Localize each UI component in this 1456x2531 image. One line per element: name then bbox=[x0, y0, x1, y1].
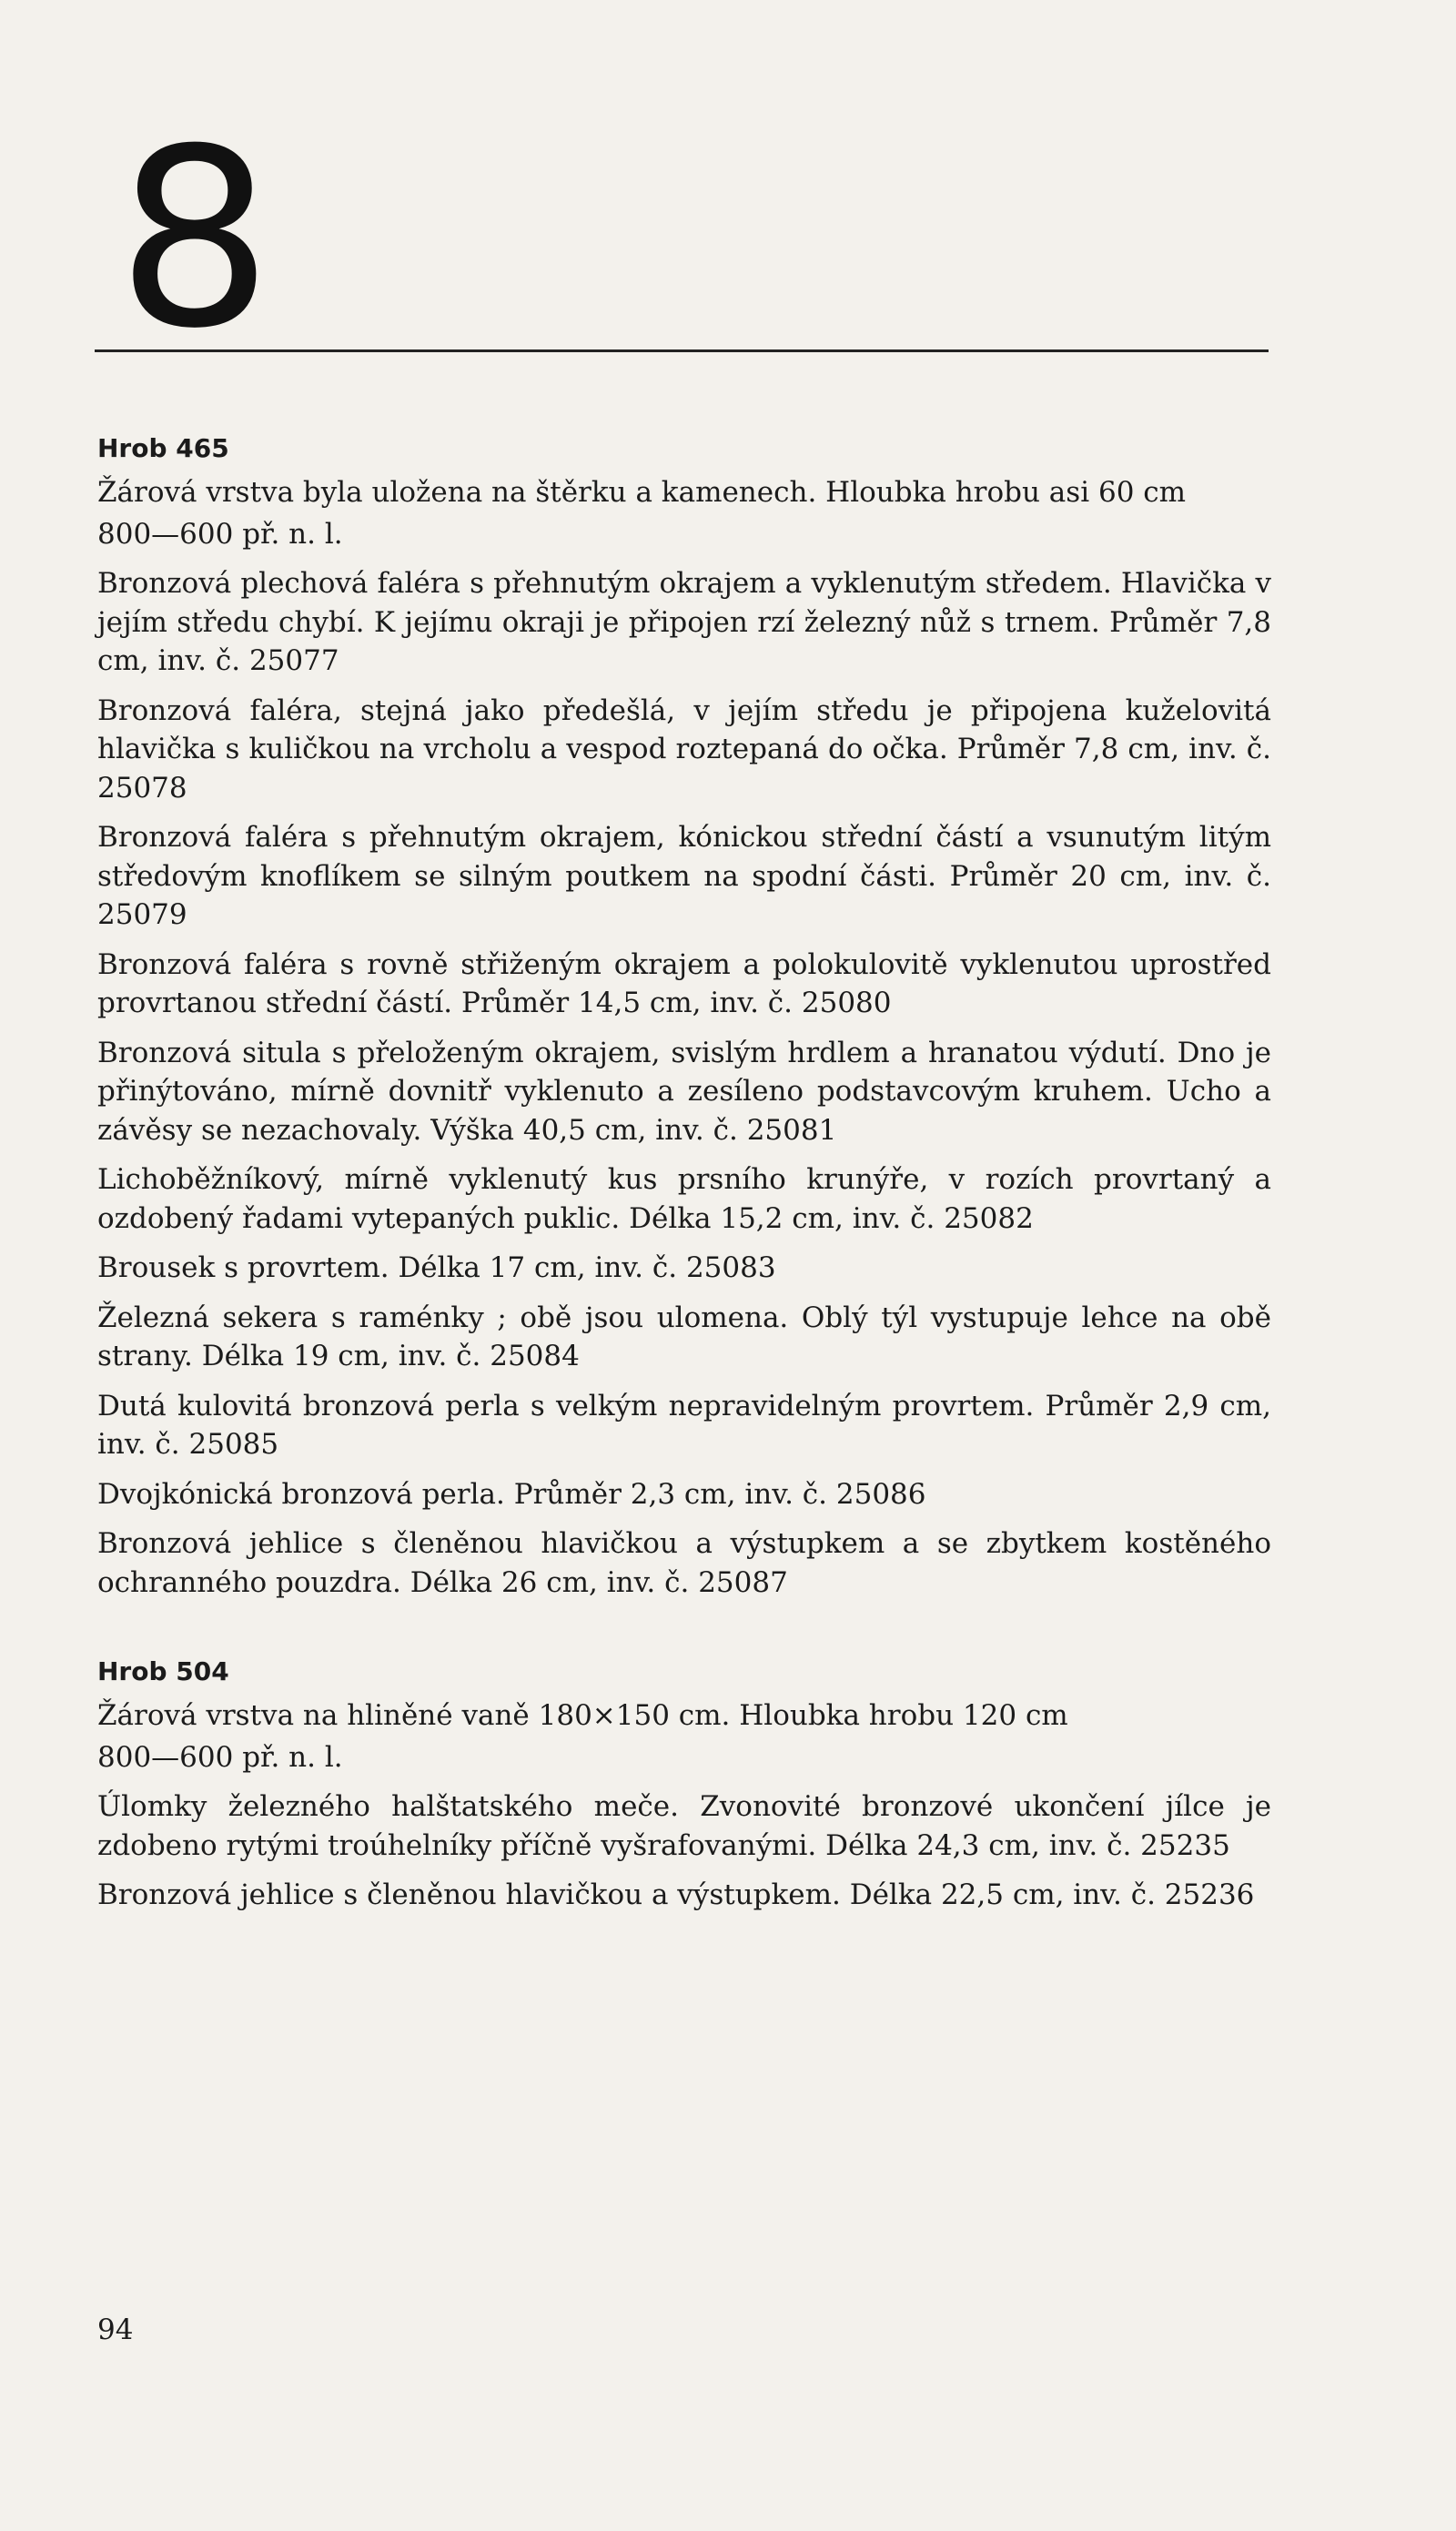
artifact-entry: Bronzová faléra s rovně střiženým okrajem a polokulovitě vyklenutou uprostřed provrtanou střední částí. Průměr 14,5 cm, inv. č. 25080 bbox=[97, 947, 1271, 1019]
chapter-divider bbox=[95, 349, 1269, 352]
artifact-entry: Bronzová faléra, stejná jako předešlá, v jejím středu je připojena kuželovitá hlavička s kuličkou na vrcholu a vespod roztepaná do očka. Průměr 7,8 cm, inv. č. 25078 bbox=[97, 693, 1271, 805]
grave-description: Žárová vrstva byla uložena na štěrku a kamenech. Hloubka hrobu asi 60 cm bbox=[97, 476, 1187, 509]
artifact-entry: Dvojkónická bronzová perla. Průměr 2,3 cm, inv. č. 25086 bbox=[97, 1477, 926, 1511]
grave-465-section bbox=[97, 430, 1271, 1602]
grave-dating: 800—600 př. n. l. bbox=[97, 518, 343, 551]
grave-heading: Hrob 465 bbox=[97, 433, 229, 463]
artifact-entry: Brousek s provrtem. Délka 17 cm, inv. č. 25083 bbox=[97, 1251, 776, 1284]
artifact-entry: Lichoběžníkový, mírně vyklenutý kus prsního krunýře, v rozích provrtaný a ozdobený řadami vytepaných puklic. Délka 15,2 cm, inv. č. 25082 bbox=[97, 1163, 1271, 1235]
page-number: 94 bbox=[97, 2313, 134, 2346]
artifact-entry: Bronzová jehlice s členěnou hlavičkou a výstupkem a se zbytkem kostěného ochranného pouzdra. Délka 26 cm, inv. č. 25087 bbox=[97, 1527, 1271, 1599]
artifact-entry: Dutá kulovitá bronzová perla s velkým nepravidelným provrtem. Průměr 2,9 cm, inv. č. 25085 bbox=[97, 1389, 1271, 1461]
grave-504-section bbox=[97, 1653, 1271, 1915]
artifact-entry: Bronzová faléra s přehnutým okrajem, kónickou střední částí a vsunutým litým středovým knoflíkem se silným poutkem na spodní části. Průměr 20 cm, inv. č. 25079 bbox=[97, 821, 1271, 931]
grave-dating: 800—600 př. n. l. bbox=[97, 1741, 343, 1774]
chapter-number: 8 bbox=[116, 96, 273, 382]
artifact-entry: Bronzová plechová faléra s přehnutým okrajem a vyklenutým středem. Hlavička v jejím středu chybí. K jejímu okraji je připojen rzí železný nůž s trnem. Průměr 7,8 cm, inv. č. 25077 bbox=[97, 567, 1271, 677]
artifact-entry: Železná sekera s raménky ; obě jsou ulomena. Oblý týl vystupuje lehce na obě strany. Délka 19 cm, inv. č. 25084 bbox=[97, 1301, 1271, 1372]
artifact-entry: Bronzová jehlice s členěnou hlavičkou a výstupkem. Délka 22,5 cm, inv. č. 25236 bbox=[97, 1878, 1255, 1911]
artifact-entry: Úlomky železného halštatského meče. Zvonovité bronzové ukončení jílce je zdobeno rytými troúhelníky příčně vyšrafovanými. Délka 24,3 cm, inv. č. 25235 bbox=[97, 1790, 1271, 1862]
catalogue-content bbox=[97, 430, 1271, 1926]
grave-heading: Hrob 504 bbox=[97, 1656, 229, 1686]
artifact-entry: Bronzová situla s přeloženým okrajem, svislým hrdlem a hranatou výdutí. Dno je přinýtováno, mírně dovnitř vyklenuto a zesíleno podstavcovým kruhem. Ucho a závěsy se nezachovaly. Výška 40,5 cm, inv. č. 25081 bbox=[97, 1036, 1271, 1147]
grave-description: Žárová vrstva na hliněné vaně 180×150 cm. Hloubka hrobu 120 cm bbox=[97, 1699, 1068, 1732]
